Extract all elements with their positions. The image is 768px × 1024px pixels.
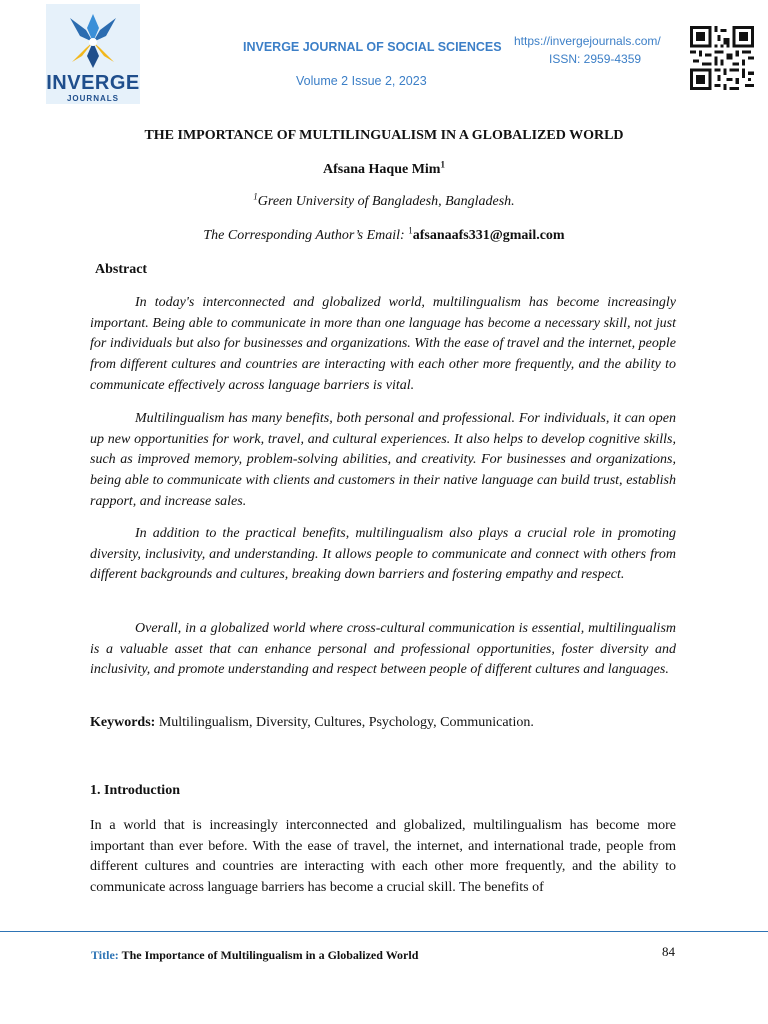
abstract-paragraph: Multilingualism has many benefits, both personal and professional. For individuals, it can open up new opportunities for work, travel, and cultural experiences. It also helps to develop cognitive skills, such as improved memory, problem-solving abilities, and creativity. For businesses and organizations, being able to communicate with clients and customers in their native language can build trust, establish rapport, and increase sales. [90,411,676,509]
author-superscript: 1 [440,159,445,170]
page-number: 84 [662,944,675,959]
qr-code-icon [690,26,754,90]
footer-title-value: The Importance of Multilingualism in a Globalized World [118,948,419,962]
journal-issn: ISSN: 2959-4359 [549,52,642,66]
affiliation: Green University of Bangladesh, Bangladesh. [257,194,515,209]
journal-name: INVERGE JOURNAL OF SOCIAL SCIENCES [243,40,502,54]
keywords-line [90,715,534,731]
keywords-label: Keywords: [90,715,156,730]
keywords-text: Multilingualism, Diversity, Cultures, Psychology, Communication. [155,715,534,730]
footer-divider [0,931,768,932]
email-address[interactable]: afsanaafs331@gmail.com [412,228,565,243]
footer-title-label: Title: [91,948,119,962]
journal-url-link[interactable]: https://invergejournals.com/ [514,34,661,48]
introduction-heading: 1. Introduction [90,783,180,798]
journal-logo [46,4,140,104]
abstract-paragraph: In addition to the practical benefits, multilingualism also plays a crucial role in promoting diversity, inclusivity, and understanding. It allows people to communicate and connect with others from different backgrounds and cultures, breaking down barriers and fostering empathy and respect. [90,526,676,583]
author-line [0,159,768,178]
paper-title: THE IMPORTANCE OF MULTILINGUALISM IN A GLOBALIZED WORLD [144,128,624,143]
corresponding-email-line [0,225,768,244]
introduction-paragraph: In a world that is increasingly interconnected and globalized, multilingualism has become more important than ever before. With the ease of travel, the internet, and international trade, people from different cultures and countries are interacting with each other more frequently, and the ability to communicate across language barriers has become a crucial skill. The benefits of [90,818,676,896]
email-label: The Corresponding Author’s Email: [203,228,409,243]
affiliation-line [0,191,768,210]
footer-running-title [91,948,418,963]
inverge-emblem-icon [64,12,122,70]
journal-volume: Volume 2 Issue 2, 2023 [296,74,427,88]
logo-wordmark: INVERGE [46,72,140,94]
abstract-paragraph: In today's interconnected and globalized world, multilingualism has become increasingly important. Being able to communicate in more than one language has become a necessary skill, not just for individuals but also for businesses and organizations. With the ease of travel and the internet, people from different cultures and countries are interacting with each other more frequently, and the ability to communicate effectively across language barriers is vital. [90,295,676,393]
abstract-paragraph: Overall, in a globalized world where cross-cultural communication is essential, multilingualism is a valuable asset that can enhance personal and professional opportunities, foster diversity and inclusivity, and promote understanding and respect between people of different cultures and languages. [90,621,676,678]
logo-subword: JOURNALS [66,94,119,103]
affiliation-superscript: 1 [253,191,258,202]
abstract-heading: Abstract [95,262,148,277]
author-name: Afsana Haque Mim [323,162,441,177]
email-superscript: 1 [408,225,413,236]
